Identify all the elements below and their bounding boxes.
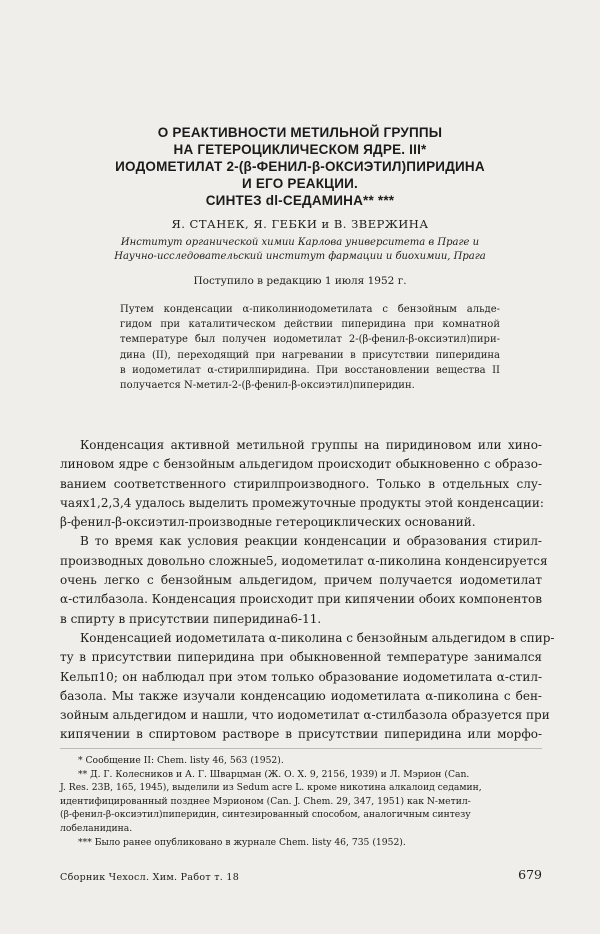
body-line: чаях1,2,3,4 удалось выделить промежуточные продукты этой конденсации: [60, 495, 544, 510]
authors: Я. СТАНЕК, Я. ГЕБКИ и В. ЗВЕРЖИНА [171, 217, 429, 231]
body-line: ванием соответственного стирилпроизводного. Только в отдельных слу- [60, 476, 542, 491]
body-line: В то время как условия реакции конденсации и образования стирил- [80, 534, 542, 549]
abstract-line: гидом при каталитическом действии пиперидина при комнатной [120, 319, 500, 331]
affiliation-line: Научно-исследовательский институт фармации и биохимии, Прага [114, 251, 486, 262]
body-line: в спирту в присутствии пиперидина6-11. [60, 611, 322, 626]
footnote-divider [60, 748, 542, 749]
page-number: 679 [518, 867, 542, 882]
footnote-line: (β-фенил-β-оксиэтил)пиперидин, синтезированный способом, аналогичным синтезу [60, 809, 471, 821]
title-line: НА ГЕТЕРОЦИКЛИЧЕСКОМ ЯДРЕ. III* [173, 142, 427, 157]
body-line: производных довольно сложные5, иодометилат α-пиколина конденсируется [60, 553, 548, 568]
body-line: Кельп10; он наблюдал при этом только образование иодометилата α-стил- [60, 669, 542, 684]
body-line: α-стилбазола. Конденсация происходит при кипячении обоих компонентов [60, 592, 542, 607]
abstract-line: получается N-метил-2-(β-фенил-β-оксиэтил)пиперидин. [120, 380, 415, 392]
journal-footer: Сборник Чехосл. Хим. Работ т. 18 [60, 872, 240, 883]
footnote-line: * Сообщение II: Chem. listy 46, 563 (1952). [78, 755, 284, 766]
body-line: линовом ядре с бензойным альдегидом происходит обыкновенно с образо- [60, 457, 542, 472]
footnote-line: лобеланидина. [60, 822, 133, 834]
footnote-line: идентифицированный позднее Мэрионом (Can. J. Chem. 29, 347, 1951) как N-метил- [60, 795, 471, 807]
abstract [120, 302, 500, 393]
body-text [60, 436, 555, 745]
title-line: И ЕГО РЕАКЦИИ. [241, 176, 358, 191]
abstract-line: Путем конденсации α-пиколиниодометилата с бензойным альде- [120, 304, 500, 315]
body-line: Конденсация активной метильной группы на пиридиновом или хино- [80, 438, 542, 452]
abstract-line: в иодометилат α-стирилпиридина. При восстановлении вещества II [120, 364, 500, 376]
footnote-line: ** Д. Г. Колесников и А. Г. Шварцман (Ж. О. Х. 9, 2156, 1939) и Л. Мэрион (Can. [78, 768, 470, 780]
title-line: О РЕАКТИВНОСТИ МЕТИЛЬНОЙ ГРУППЫ [157, 125, 443, 140]
footnotes [60, 754, 542, 849]
body-line: базола. Мы также изучали конденсацию иодометилата α-пиколина с бен- [60, 688, 542, 703]
body-line: Конденсацией иодометилата α-пиколина с бензойным альдегидом в спир- [80, 630, 555, 645]
title-line: ИОДОМЕТИЛАТ 2-(β-ФЕНИЛ-β-ОКСИЭТИЛ)ПИРИДИНА [115, 159, 485, 174]
received-date: Поступило в редакцию 1 июля 1952 г. [193, 275, 407, 287]
footnote-line: J. Res. 23B, 165, 1945), выделили из Sedum acre L. кроме никотина алкалоид седамин, [60, 782, 482, 794]
abstract-line: дина (II), переходящий при нагревании в присутствии пиперидина [120, 349, 500, 361]
affiliation [0, 236, 600, 264]
body-line: очень легко с бензойным альдегидом, причем получается иодометилат [60, 573, 542, 588]
footnote-line: *** Было ранее опубликовано в журнале Chem. listy 46, 735 (1952). [78, 836, 406, 848]
body-line: ту в присутствии пиперидина при обыкновенной температуре занимался [60, 650, 542, 665]
body-line: зойным альдегидом и нашли, что иодометилат α-стилбазола образуется при [60, 708, 550, 723]
body-line: кипячении в спиртовом растворе в присутствии пиперидина или морфо- [60, 727, 542, 742]
abstract-line: температуре был получен иодометилат 2-(β-фенил-β-оксиэтил)пири- [120, 334, 500, 346]
affiliation-line: Институт органической химии Карлова университета в Праге и [120, 237, 480, 248]
title-line: СИНТЕЗ dl-СЕДАМИНА** *** [205, 193, 395, 208]
body-line: β-фенил-β-оксиэтил-производные гетероциклических оснований. [60, 515, 476, 530]
article-title [0, 124, 600, 209]
